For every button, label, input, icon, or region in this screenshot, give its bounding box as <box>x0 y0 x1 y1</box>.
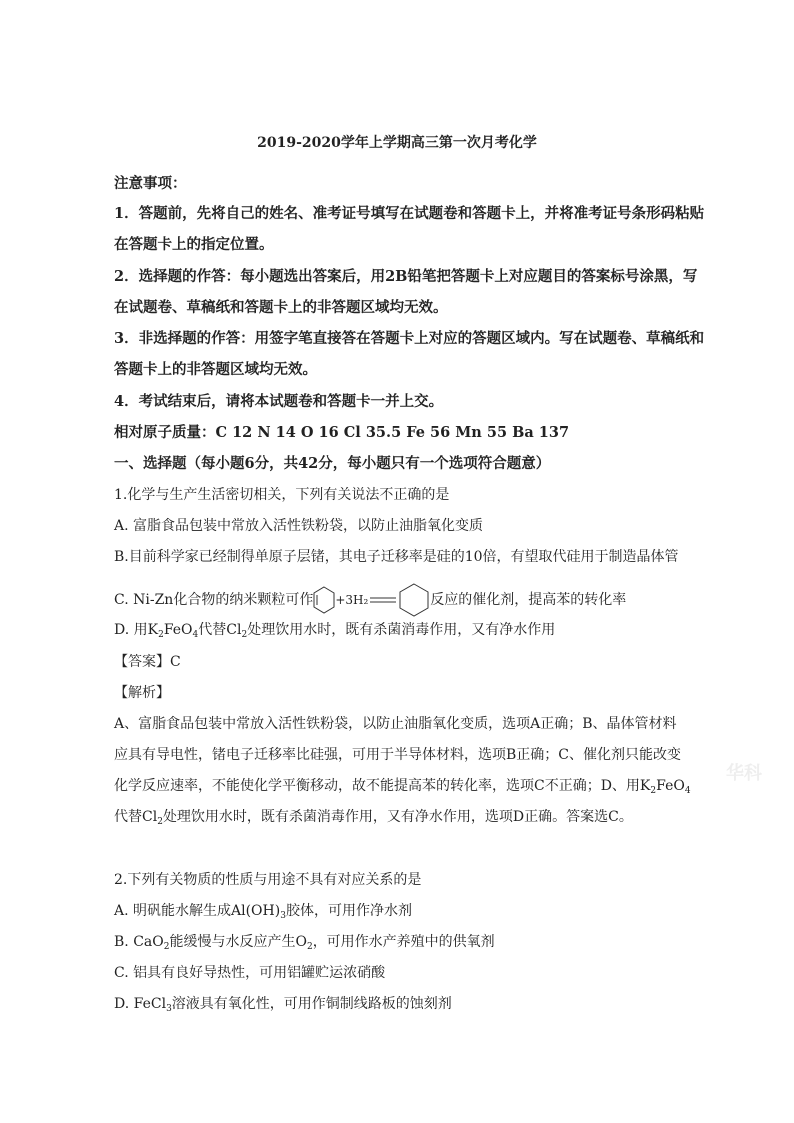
q1-option-d: D. 用$K_2FeO_4$代替$Cl_2$处理饮用水时，既有杀菌消毒作用，又有净水作用 <box>114 622 556 640</box>
notice-item-1-line-1: 1．答题前，先将自己的姓名、准考证号填写在试题卷和答题卡上，并将准考证号条形码粘贴 <box>114 205 705 222</box>
notice-item-3-line-1: 3．非选择题的作答：用签字笔直接答在答题卡上对应的答题区域内。写在试题卷、草稿纸和 <box>114 330 705 347</box>
q1-stem: 1.化学与生产生活密切相关，下列有关说法不正确的是 <box>114 487 450 503</box>
q2-option-b: B. CaO$_2$能缓慢与水反应产生$O_2$，可用作水产养殖中的供氧剂 <box>114 934 495 952</box>
notice-item-4: 4．考试结束后，请将本试题卷和答题卡一并上交。 <box>114 393 444 410</box>
watermark: 华科 <box>726 763 762 784</box>
equilibrium-arrow-icon <box>368 593 398 607</box>
reagent-hydrogen: +3H₂ <box>335 593 369 607</box>
q1-analysis-line-2: 应具有导电性，锗电子迁移率比硅强，可用于半导体材料，选项B正确；C、催化剂只能改变 <box>114 747 681 763</box>
notice-item-3-line-2: 答题卡上的非答题区域均无效。 <box>114 361 317 378</box>
benzene-ring-icon <box>313 586 335 614</box>
q2-option-d: D. FeCl$_3$溶液具有氧化性，可用作铜制线路板的蚀刻剂 <box>114 996 452 1014</box>
notice-heading: 注意事项： <box>114 175 187 192</box>
atomic-mass-line: 相对原子质量：C 12 N 14 O 16 Cl 35.5 Fe 56 Mn 55 Ba 137 <box>114 424 570 441</box>
q1-answer: 【答案】C <box>114 654 181 670</box>
q1-analysis-line-3: 化学反应速率，不能使化学平衡移动，故不能提高苯的转化率，选项C不正确；D、用$K_2FeO_4$ <box>114 778 691 796</box>
page-title: 2019-2020学年上学期高三第一次月考化学 <box>257 135 537 151</box>
q1-option-c: C. Ni-Zn化合物的纳米颗粒可作 +3H₂ 反应的催化剂，提高苯的转化率 <box>114 583 626 617</box>
cyclohexane-ring-icon <box>398 583 430 617</box>
q1-analysis-heading: 【解析】 <box>114 685 170 701</box>
q1-analysis-line-4: 代替$Cl_2$处理饮用水时，既有杀菌消毒作用，又有净水作用，选项D正确。答案选C。 <box>114 809 633 827</box>
notice-item-1-line-2: 在答题卡上的指定位置。 <box>114 236 274 253</box>
q2-option-a: A. 明矾能水解生成$Al(OH)_3$胶体，可用作净水剂 <box>114 903 412 921</box>
q1-option-a: A. 富脂食品包装中常放入活性铁粉袋，以防止油脂氧化变质 <box>114 518 484 534</box>
q2-option-c: C. 铝具有良好导热性，可用铝罐贮运浓硝酸 <box>114 965 386 981</box>
q2-stem: 2.下列有关物质的性质与用途不具有对应关系的是 <box>114 872 422 888</box>
notice-item-2-line-2: 在试题卷、草稿纸和答题卡上的非答题区域均无效。 <box>114 299 448 316</box>
q1-analysis-line-1: A、富脂食品包装中常放入活性铁粉袋，以防止油脂氧化变质，选项A正确；B、晶体管材料 <box>114 716 677 732</box>
q1-option-b: B.目前科学家已经制得单原子层锗，其电子迁移率是硅的10倍，有望取代硅用于制造晶体管 <box>114 549 679 565</box>
notice-item-2-line-1: 2．选择题的作答：每小题选出答案后，用2B铅笔把答题卡上对应题目的答案标号涂黑，写 <box>114 268 698 285</box>
section-heading: 一、选择题（每小题6分，共42分，每小题只有一个选项符合题意） <box>114 455 551 472</box>
